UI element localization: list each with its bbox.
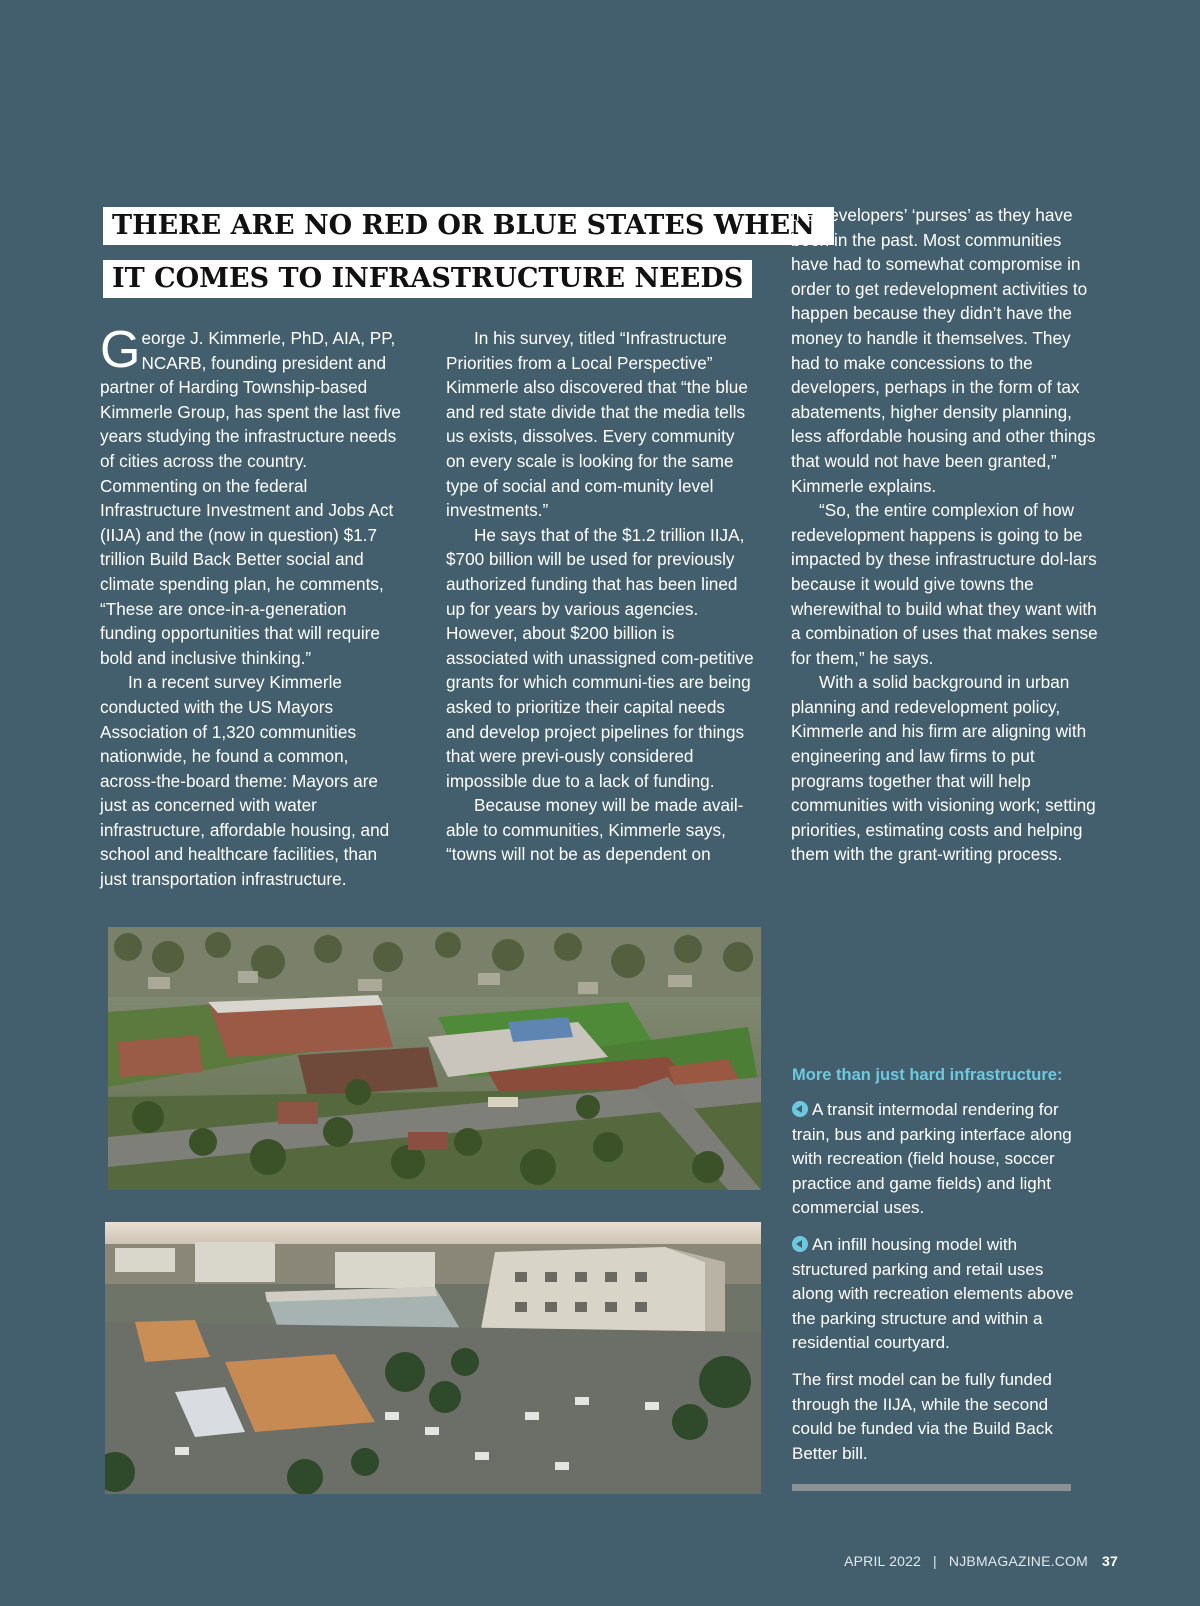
article-paragraph: “So, the entire complexion of how redevelopment happens is going to be impacted by these infrastructure dol-lars because it would give towns the wherewithal to build what they want with a combination of uses that makes sense for them,” he says. (791, 500, 1098, 668)
headline-line-1: THERE ARE NO RED OR BLUE STATES WHEN (103, 207, 834, 245)
drop-cap: G (100, 321, 141, 379)
article-paragraph: With a solid background in urban planning and redevelopment policy, Kimmerle and his firm are aligning with engineering and law firms to put programs together that will help communities with visioning work; setting priorities, estimating costs and helping them with the grant-writing process. (791, 672, 1096, 865)
caption-closing: The first model can be fully funded through the IIJA, while the second could be funded via the Build Back Better bill. (792, 1369, 1053, 1463)
caption-text: A transit intermodal rendering for train, bus and parking interface along with recreation (field house, soccer practice and game fields) and light commercial uses. (792, 1100, 1072, 1218)
caption-text: An infill housing model with structured parking and retail uses along with recreation elements above the parking structure and within a residential courtyard. (792, 1234, 1074, 1353)
infill-housing-rendering-photo (105, 1222, 761, 1494)
article-column-1 (100, 321, 405, 892)
sidebar-title: More than just hard infrastructure: (792, 1066, 1063, 1084)
article-paragraph: Because money will be made avail-able to communities, Kimmerle says, “towns will not be as dependent on (446, 795, 744, 865)
caption-item-2 (792, 1233, 1082, 1356)
headline-line-2: IT COMES TO INFRASTRUCTURE NEEDS (103, 260, 752, 298)
sidebar-rule (792, 1484, 1071, 1491)
article-paragraph: eorge J. Kimmerle, PhD, AIA, PP, NCARB, founding president and partner of Harding Township-based Kimmerle Group, has spent the last five years studying the infrastructure needs of cities across the country. Commenting on the federal Infrastructure Investment and Jobs Act (IIJA) and the (now in question) $1.7 trillion Build Back Better social and climate spending plan, he comments, “These are once-in-a-generation funding opportunities that will require bold and inclusive thinking.” (100, 328, 401, 668)
article-paragraph: In a recent survey Kimmerle conducted with the US Mayors Association of 1,320 communities nationwide, he found a common, across-the-board theme: Mayors are just as concerned with water infrastructure, affordable housing, and school and healthcare facilities, than just transportation infrastructure. (100, 672, 390, 890)
page-number: 37 (1102, 1553, 1118, 1569)
transit-rendering-photo (108, 927, 761, 1190)
left-arrow-icon (792, 1236, 808, 1252)
photo-caption-sidebar (792, 1063, 1082, 1478)
left-arrow-icon (792, 1101, 808, 1117)
footer-separator: | (933, 1553, 937, 1569)
article-paragraph: the developers’ ‘purses’ as they have been in the past. Most communities have had to somewhat compromise in order to get redevelopment activities to happen because they didn’t have the money to handle it themselves. They had to make concessions to the developers, perhaps in the form of tax abatements, higher density planning, less affordable housing and other things that would not have been granted,” Kimmerle explains. (791, 205, 1096, 496)
article-column-3 (791, 203, 1101, 867)
article-column-2 (446, 326, 754, 867)
article-paragraph: He says that of the $1.2 trillion IIJA, $700 billion will be used for previously authorized funding that has been lined up for years by various agencies. However, about $200 billion is associated with unassigned com-petitive grants for which communi-ties are being asked to prioritize their capital needs and develop project pipelines for things that were previ-ously considered impossible due to a lack of funding. (446, 524, 754, 791)
issue-date: APRIL 2022 (844, 1553, 922, 1569)
page-footer (844, 1553, 1118, 1569)
caption-item-1 (792, 1098, 1082, 1221)
site-url: NJBMAGAZINE.COM (948, 1553, 1089, 1569)
article-paragraph: In his survey, titled “Infrastructure Priorities from a Local Perspective” Kimmerle also discovered that “the blue and red state divide that the media tells us exists, dissolves. Every community on every scale is looking for the same type of social and com-munity level investments.” (446, 328, 748, 521)
